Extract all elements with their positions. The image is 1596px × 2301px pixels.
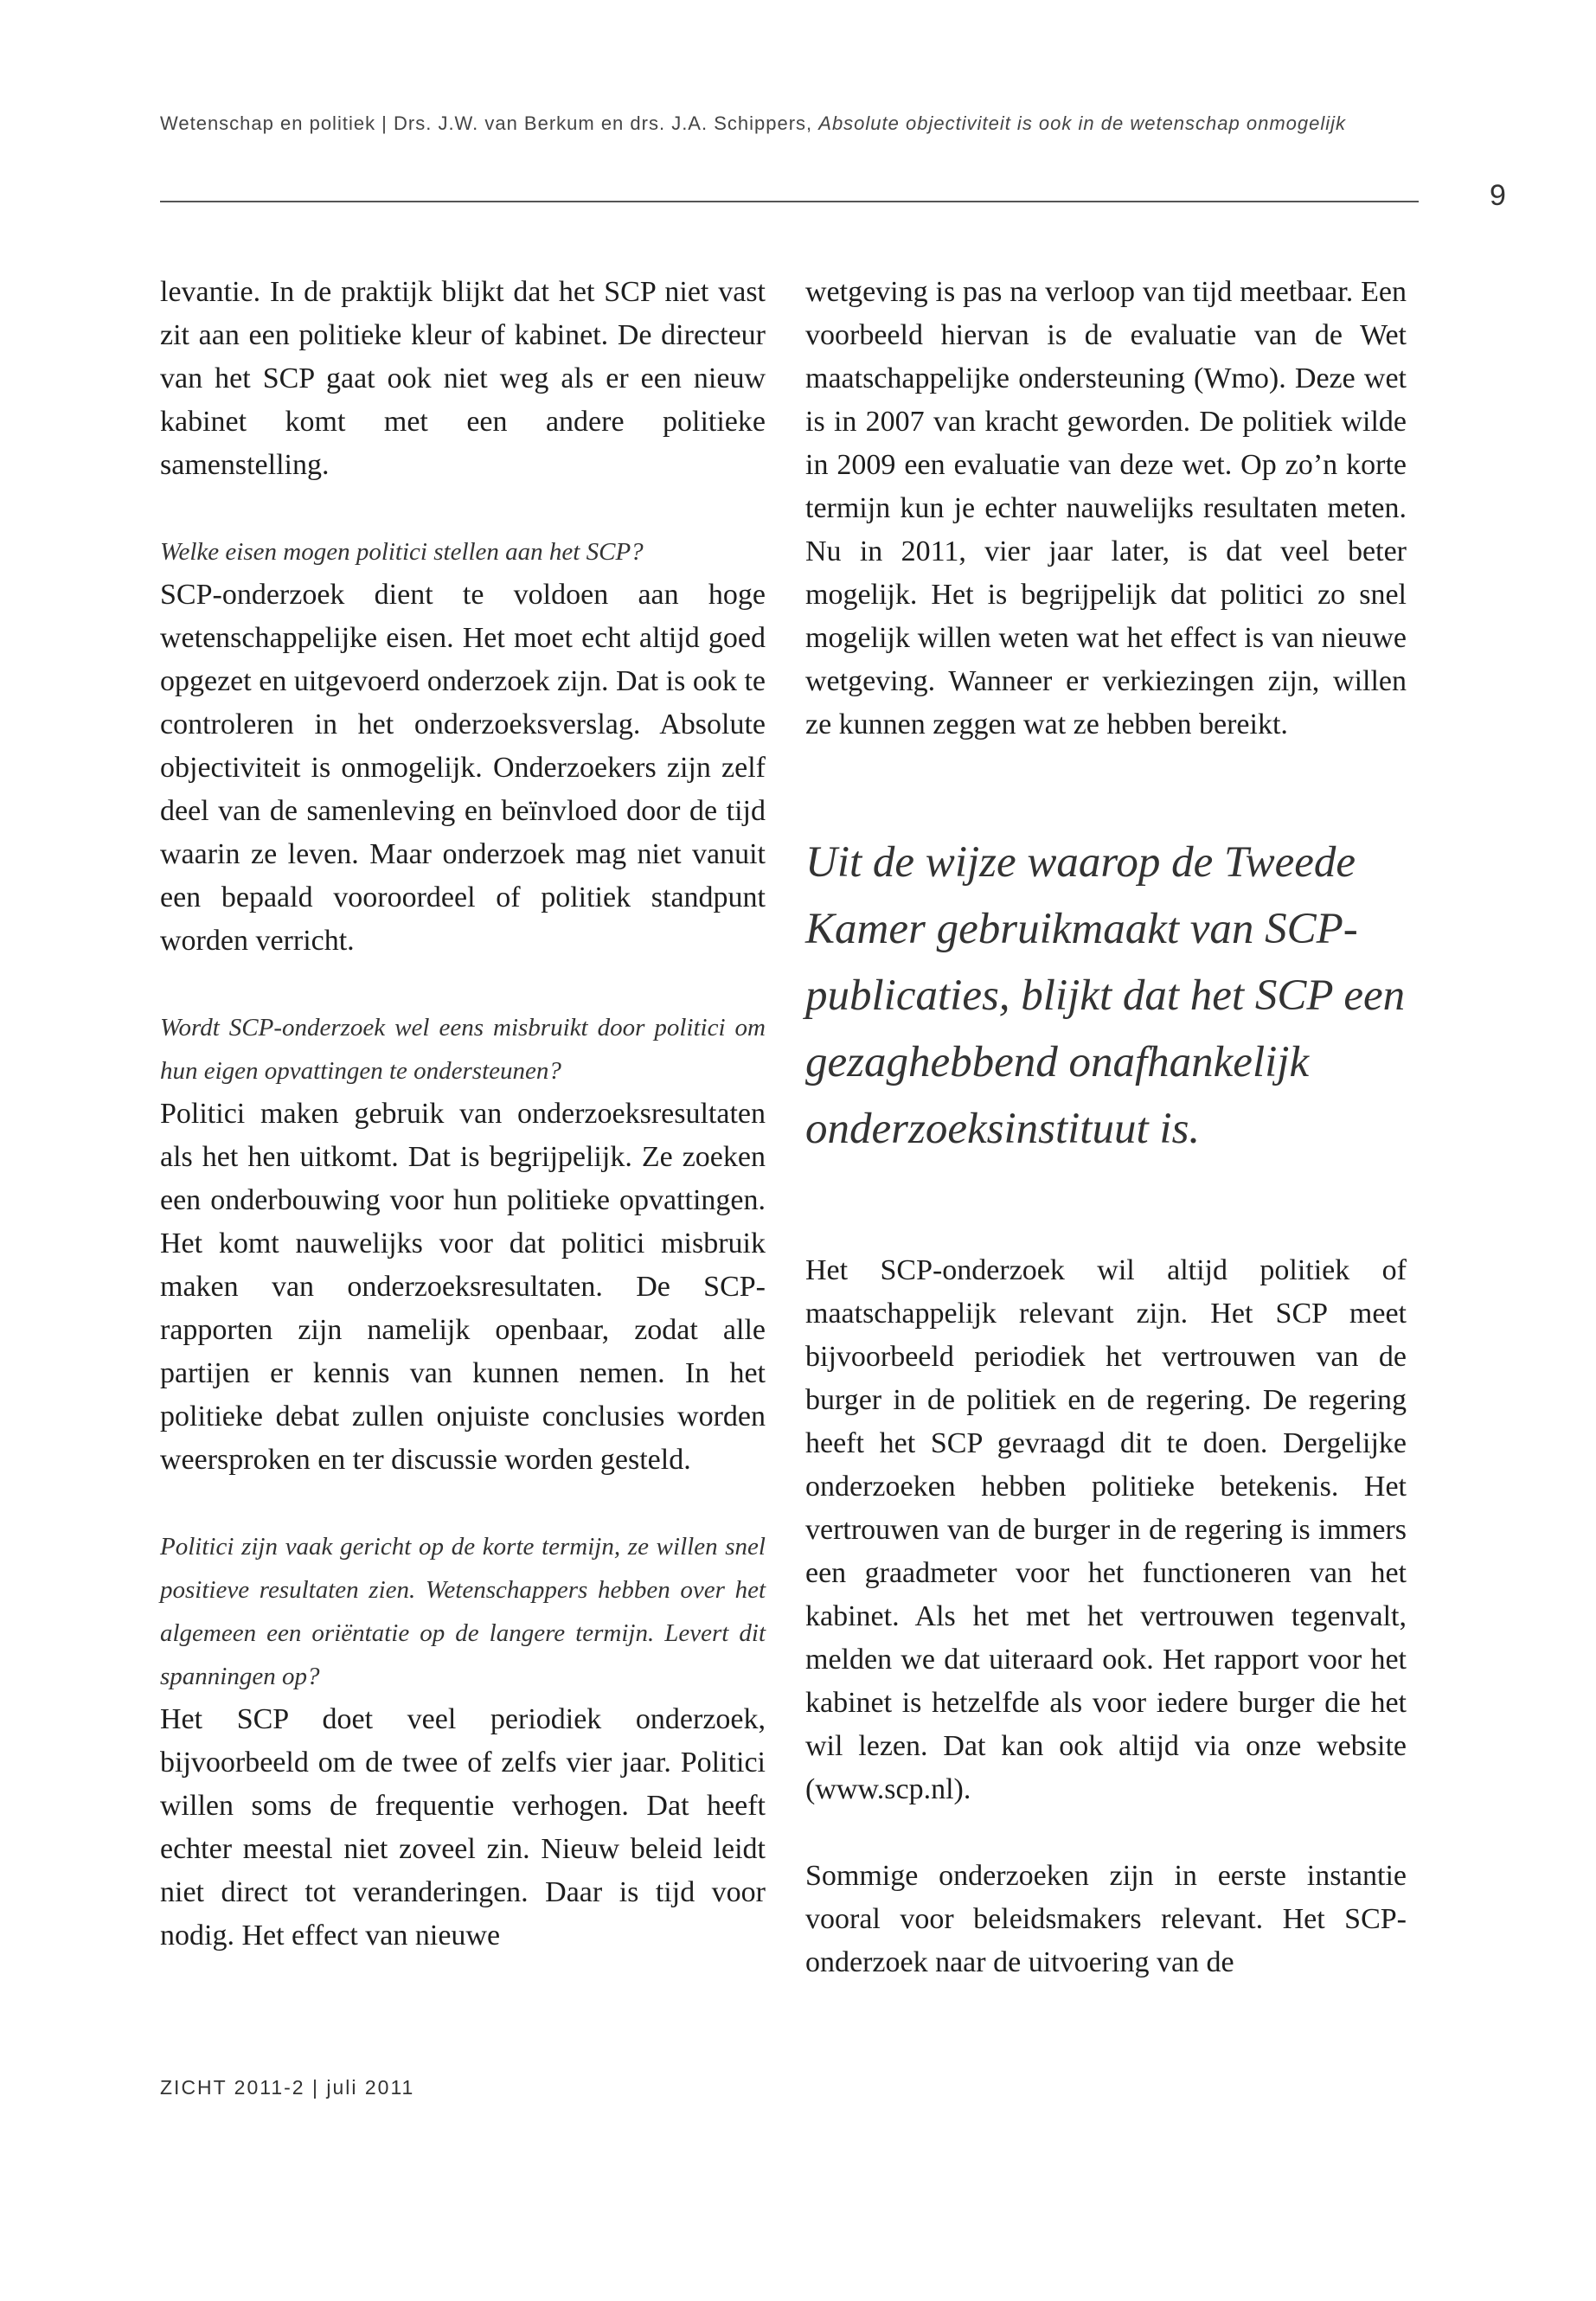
running-header xyxy=(160,112,1423,135)
right-column xyxy=(805,271,1407,1984)
paragraph: levantie. In de praktijk blijkt dat het SCP niet vast zit aan een politieke kleur of kabinet. De directeur van het SCP gaat ook niet weg als er een nieuw kabinet komt met een andere politieke samenstelling. xyxy=(160,276,766,481)
paragraph: Sommige onderzoeken zijn in eerste instantie vooral voor beleidsmakers relevant. Het SCP-onderzoek naar de uitvoering van de xyxy=(805,1860,1407,1978)
paragraph: SCP-onderzoek dient te voldoen aan hoge wetenschappelijke eisen. Het moet echt altijd goed opgezet en uitgevoerd onderzoek zijn. Dat is ook te controleren in het onderzoeksverslag. Absolute objectiviteit is onmogelijk. Onderzoekers zijn zelf deel van de samenleving en beïnvloed door de tijd waarin ze leven. Maar onderzoek mag niet vanuit een bepaald vooroordeel of politiek standpunt worden verricht. xyxy=(160,579,766,957)
running-head-text: Wetenschap en politiek | Drs. J.W. van Berkum en drs. J.A. Schippers, xyxy=(160,112,819,134)
page-number: 9 xyxy=(1490,179,1506,212)
paragraph: Het SCP-onderzoek wil altijd politiek of maatschappelijk relevant zijn. Het SCP meet bijvoorbeeld periodiek het vertrouwen van de burger in de politiek en de regering. De regering heeft het SCP gevraagd dit te doen. Dergelijke onderzoeken hebben politieke betekenis. Het vertrouwen van de burger in de regering is immers een graadmeter voor het functioneren van het kabinet. Als het met het vertrouwen tegenvalt, melden we dat uiteraard ook. Het rapport voor het kabinet is hetzelfde als voor iedere burger die het wil lezen. Dat kan ook altijd via onze website (www.scp.nl). xyxy=(805,1254,1407,1805)
paragraph: Politici maken gebruik van onderzoeksresultaten als het hen uitkomt. Dat is begrijpelijk. Ze zoeken een onderbouwing voor hun politieke opvattingen. Het komt nauwelijks voor dat politici misbruik maken van onderzoeksresultaten. De SCP-rapporten zijn namelijk openbaar, zodat alle partijen er kennis van kunnen nemen. In het politieke debat zullen onjuiste conclusies worden weersproken en ter discussie worden gesteld. xyxy=(160,1098,766,1476)
paragraph: wetgeving is pas na verloop van tijd meetbaar. Een voorbeeld hiervan is de evaluatie van de Wet maatschappelijke ondersteuning (Wmo). Deze wet is in 2007 van kracht geworden. De politiek wilde in 2009 een evaluatie van deze wet. Op zo’n korte termijn kun je echter nauwelijks resultaten meten. Nu in 2011, vier jaar later, is dat veel beter mogelijk. Het is begrijpelijk dat politici zo snel mogelijk willen weten wat het effect is van nieuwe wetgeving. Wanneer er verkiezingen zijn, willen ze kunnen zeggen wat ze hebben bereikt. xyxy=(805,276,1407,740)
running-head-title: Absolute objectiviteit is ook in de wetenschap onmogelijk xyxy=(818,112,1347,134)
left-column xyxy=(160,271,766,1958)
interview-question: Politici zijn vaak gericht op de korte termijn, ze willen snel positieve resultaten zien. Wetenschappers hebben over het algemeen een oriëntatie op de langere termijn. Levert dit spanningen op? xyxy=(160,1533,766,1690)
header-rule xyxy=(160,201,1419,202)
interview-question: Wordt SCP-onderzoek wel eens misbruikt door politici om hun eigen opvattingen te ondersteunen? xyxy=(160,1014,766,1085)
paragraph: Het SCP doet veel periodiek onderzoek, bijvoorbeeld om de twee of zelfs vier jaar. Politici willen soms de frequentie verhogen. Dat heeft echter meestal niet zoveel zin. Nieuw beleid leidt niet direct tot veranderingen. Daar is tijd voor nodig. Het effect van nieuwe xyxy=(160,1703,766,1952)
pull-quote: Uit de wijze waarop de Tweede Kamer gebruikmaakt van SCP-publicaties, blijkt dat het SCP een gezaghebbend onafhankelijk onderzoeksinstituut is. xyxy=(805,838,1406,1153)
footer: ZICHT 2011-2 | juli 2011 xyxy=(160,2076,415,2099)
interview-question: Welke eisen mogen politici stellen aan het SCP? xyxy=(160,538,644,566)
